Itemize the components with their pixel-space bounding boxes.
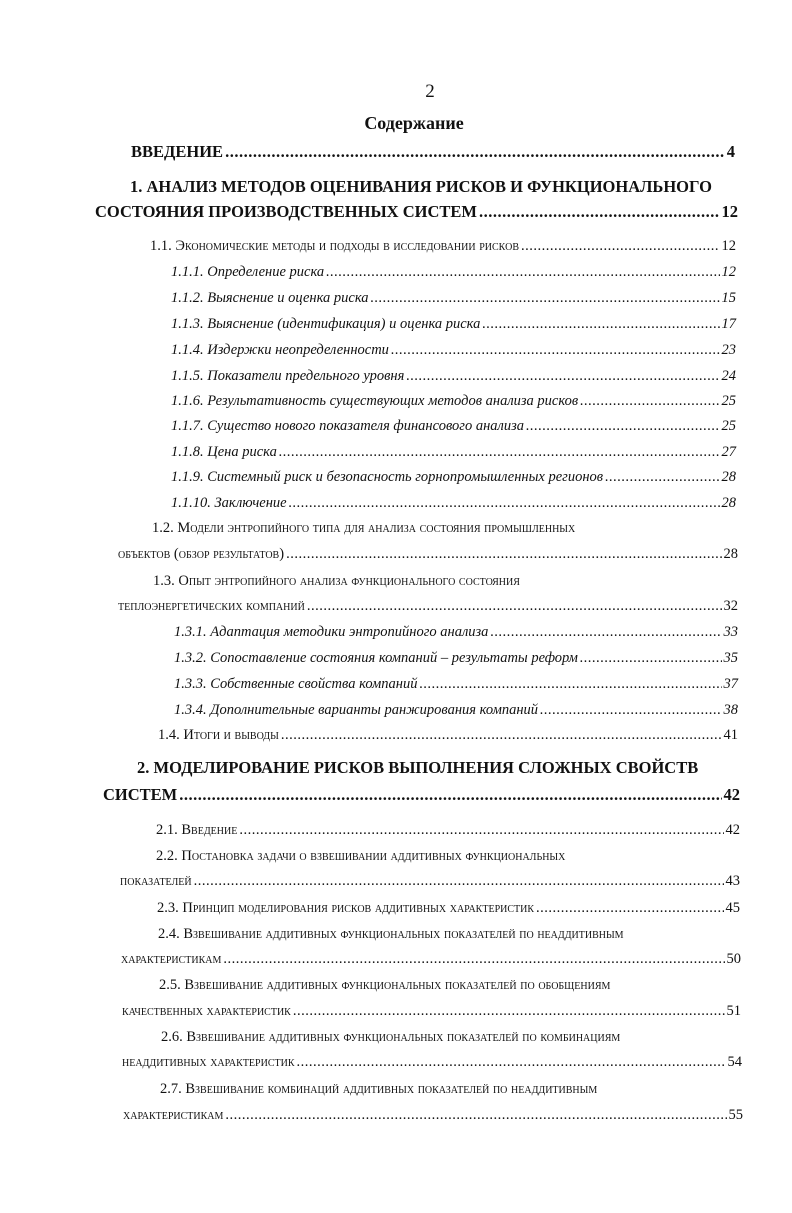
toc-entry-text: СОСТОЯНИЯ ПРОИЗВОДСТВЕННЫХ СИСТЕМ	[95, 202, 477, 221]
toc-entry-1-1-1[interactable]	[171, 262, 736, 282]
toc-page: 28	[721, 469, 736, 485]
toc-leader	[194, 871, 724, 891]
toc-entry-2-7-line1[interactable]: 2.7. Взвешивание комбинаций аддитивных показателей по неаддитивным	[160, 1081, 598, 1097]
toc-entry-2-2-line1[interactable]: 2.2. Постановка задачи о взвешивании аддитивных функциональных	[156, 848, 566, 864]
toc-entry-1-1-8[interactable]	[171, 442, 736, 462]
toc-leader	[419, 674, 721, 694]
toc-leader	[297, 1052, 726, 1072]
toc-page: 35	[723, 650, 738, 666]
toc-entry-text: 1.1.8. Цена риска	[171, 444, 277, 460]
toc-page: 41	[723, 727, 738, 743]
toc-page: 38	[723, 702, 738, 718]
toc-entry-text: 1.4. Итоги и выводы	[158, 727, 279, 743]
toc-entry-text: 1.1. Экономические методы и подходы в исследовании рисков	[150, 238, 519, 254]
toc-entry-text: ВВЕДЕНИЕ	[131, 142, 224, 161]
toc-entry-text: объектов (обзор результатов)	[118, 546, 285, 562]
toc-leader	[371, 288, 720, 308]
toc-entry-text: характеристикам	[123, 1107, 224, 1123]
toc-leader	[293, 1001, 725, 1021]
toc-entry-2-5-line1[interactable]: 2.5. Взвешивание аддитивных функциональных показателей по обобщениям	[159, 977, 611, 993]
toc-leader	[540, 700, 721, 720]
toc-entry-text: 1.3.1. Адаптация методики энтропийного анализа	[174, 624, 489, 640]
toc-leader	[580, 648, 722, 668]
toc-leader	[479, 202, 720, 222]
toc-leader	[580, 391, 719, 411]
toc-leader	[239, 820, 723, 840]
toc-entry-2-6-line1[interactable]: 2.6. Взвешивание аддитивных функциональных показателей по комбинациям	[161, 1029, 621, 1045]
toc-entry-1-1-6[interactable]	[171, 391, 736, 411]
toc-entry-text: 2.1. Введение	[156, 822, 238, 838]
toc-entry-text: 1.1.9. Системный риск и безопасность горнопромышленных регионов	[171, 469, 604, 485]
toc-entry-text: 1.1.4. Издержки неопределенности	[171, 342, 389, 358]
toc-entry-text: 1.1.10. Заключение	[171, 495, 287, 511]
toc-page: 32	[723, 598, 738, 614]
toc-entry-text: 1.3.3. Собственные свойства компаний	[174, 676, 418, 692]
toc-chapter-2[interactable]	[103, 785, 740, 805]
toc-page: 37	[723, 676, 738, 692]
toc-entry-text: 1.3.2. Сопоставление состояния компаний – результаты реформ	[174, 650, 578, 666]
toc-entry-text: 1.3.4. Дополнительные варианты ранжирования компаний	[174, 702, 539, 718]
toc-page: 25	[721, 418, 736, 434]
toc-page: 15	[721, 290, 736, 306]
toc-page: 12	[721, 202, 738, 221]
toc-chapter-2-line1[interactable]: 2. МОДЕЛИРОВАНИЕ РИСКОВ ВЫПОЛНЕНИЯ СЛОЖНЫХ СВОЙСТВ	[137, 758, 699, 777]
toc-entry-text: СИСТЕМ	[103, 785, 178, 804]
toc-page: 25	[721, 393, 736, 409]
toc-entry-2-4[interactable]	[121, 949, 741, 969]
toc-page: 33	[723, 624, 738, 640]
toc-entry-text: 1.1.6. Результативность существующих методов анализа рисков	[171, 393, 579, 409]
toc-leader	[391, 340, 720, 360]
toc-entry-text: 1.1.3. Выяснение (идентификация) и оценка риска	[171, 316, 481, 332]
toc-page: 50	[726, 951, 741, 967]
page-title: Содержание	[364, 113, 464, 133]
toc-entry-1-3-1[interactable]	[174, 622, 738, 642]
toc-leader	[281, 725, 722, 745]
toc-entry-text: 1.1.1. Определение риска	[171, 264, 325, 280]
toc-entry-1-2[interactable]	[118, 544, 738, 564]
toc-leader	[406, 366, 719, 386]
toc-entry-intro[interactable]	[131, 142, 735, 162]
toc-entry-text: характеристикам	[121, 951, 222, 967]
toc-entry-1-1-5[interactable]	[171, 366, 736, 386]
toc-entry-1-3-line1[interactable]: 1.3. Опыт энтропийного анализа функционального состояния	[153, 573, 520, 589]
toc-entry-text: 1.1.7. Существо нового показателя финансового анализа	[171, 418, 524, 434]
toc-chapter-1[interactable]	[95, 202, 738, 222]
toc-page: 55	[728, 1107, 743, 1123]
toc-leader	[605, 467, 719, 487]
toc-leader	[326, 262, 719, 282]
toc-leader	[307, 596, 722, 616]
toc-entry-text: 1.1.5. Показатели предельного уровня	[171, 368, 405, 384]
toc-leader	[279, 442, 720, 462]
toc-leader	[526, 416, 720, 436]
toc-entry-2-4-line1[interactable]: 2.4. Взвешивание аддитивных функциональных показателей по неаддитивным	[158, 926, 624, 942]
toc-entry-1-4[interactable]	[158, 725, 738, 745]
toc-leader	[289, 493, 720, 513]
toc-entry-text: качественных характеристик	[122, 1003, 291, 1019]
toc-leader	[482, 314, 719, 334]
toc-entry-1-1-10[interactable]	[171, 493, 736, 513]
toc-entry-1-1-4[interactable]	[171, 340, 736, 360]
toc-entry-1-1-9[interactable]	[171, 467, 736, 487]
toc-page: 43	[725, 873, 740, 889]
toc-page: 42	[725, 822, 740, 838]
toc-entry-1-1-3[interactable]	[171, 314, 736, 334]
toc-leader	[490, 622, 721, 642]
toc-leader	[536, 898, 723, 918]
toc-entry-1-1-7[interactable]	[171, 416, 736, 436]
toc-leader	[521, 236, 720, 256]
toc-entry-2-7[interactable]	[123, 1105, 743, 1125]
toc-page: 28	[721, 495, 736, 511]
toc-page: 45	[725, 900, 740, 916]
toc-entry-text: 2.3. Принцип моделирования рисков аддитивных характеристик	[157, 900, 535, 916]
toc-leader	[225, 1105, 726, 1125]
toc-page: 12	[721, 238, 736, 254]
toc-entry-1-1[interactable]	[150, 236, 736, 256]
toc-leader	[223, 949, 724, 969]
toc-page: 12	[721, 264, 736, 280]
toc-entry-1-3[interactable]	[118, 596, 738, 616]
toc-page: 54	[727, 1054, 742, 1070]
toc-leader	[225, 142, 725, 162]
toc-page: 17	[721, 316, 736, 332]
toc-page: 42	[723, 785, 740, 804]
toc-entry-1-2-line1[interactable]: 1.2. Модели энтропийного типа для анализа состояния промышленных	[152, 520, 576, 536]
toc-entry-2-6[interactable]	[122, 1052, 742, 1072]
toc-entry-2-5[interactable]	[122, 1001, 741, 1021]
toc-entry-1-3-4[interactable]	[174, 700, 738, 720]
toc-entry-text: 1.1.2. Выяснение и оценка риска	[171, 290, 369, 306]
page-number: 2	[425, 81, 435, 102]
toc-leader	[179, 785, 721, 805]
toc-entry-text: показателей	[120, 873, 192, 889]
toc-entry-1-3-3[interactable]	[174, 674, 738, 694]
toc-entry-1-1-2[interactable]	[171, 288, 736, 308]
toc-page: 27	[721, 444, 736, 460]
toc-entry-2-3[interactable]	[157, 898, 740, 918]
toc-page: 24	[721, 368, 736, 384]
toc-chapter-1-line1[interactable]: 1. АНАЛИЗ МЕТОДОВ ОЦЕНИВАНИЯ РИСКОВ И ФУНКЦИОНАЛЬНОГО	[130, 177, 712, 196]
toc-leader	[286, 544, 721, 564]
toc-entry-text: неаддитивных характеристик	[122, 1054, 295, 1070]
toc-page: 51	[726, 1003, 741, 1019]
toc-page: 28	[723, 546, 738, 562]
toc-entry-2-2[interactable]	[120, 871, 740, 891]
toc-entry-2-1[interactable]	[156, 820, 740, 840]
toc-page: 4	[726, 142, 735, 161]
toc-entry-1-3-2[interactable]	[174, 648, 738, 668]
toc-entry-text: теплоэнергетических компаний	[118, 598, 305, 614]
toc-page: 23	[721, 342, 736, 358]
